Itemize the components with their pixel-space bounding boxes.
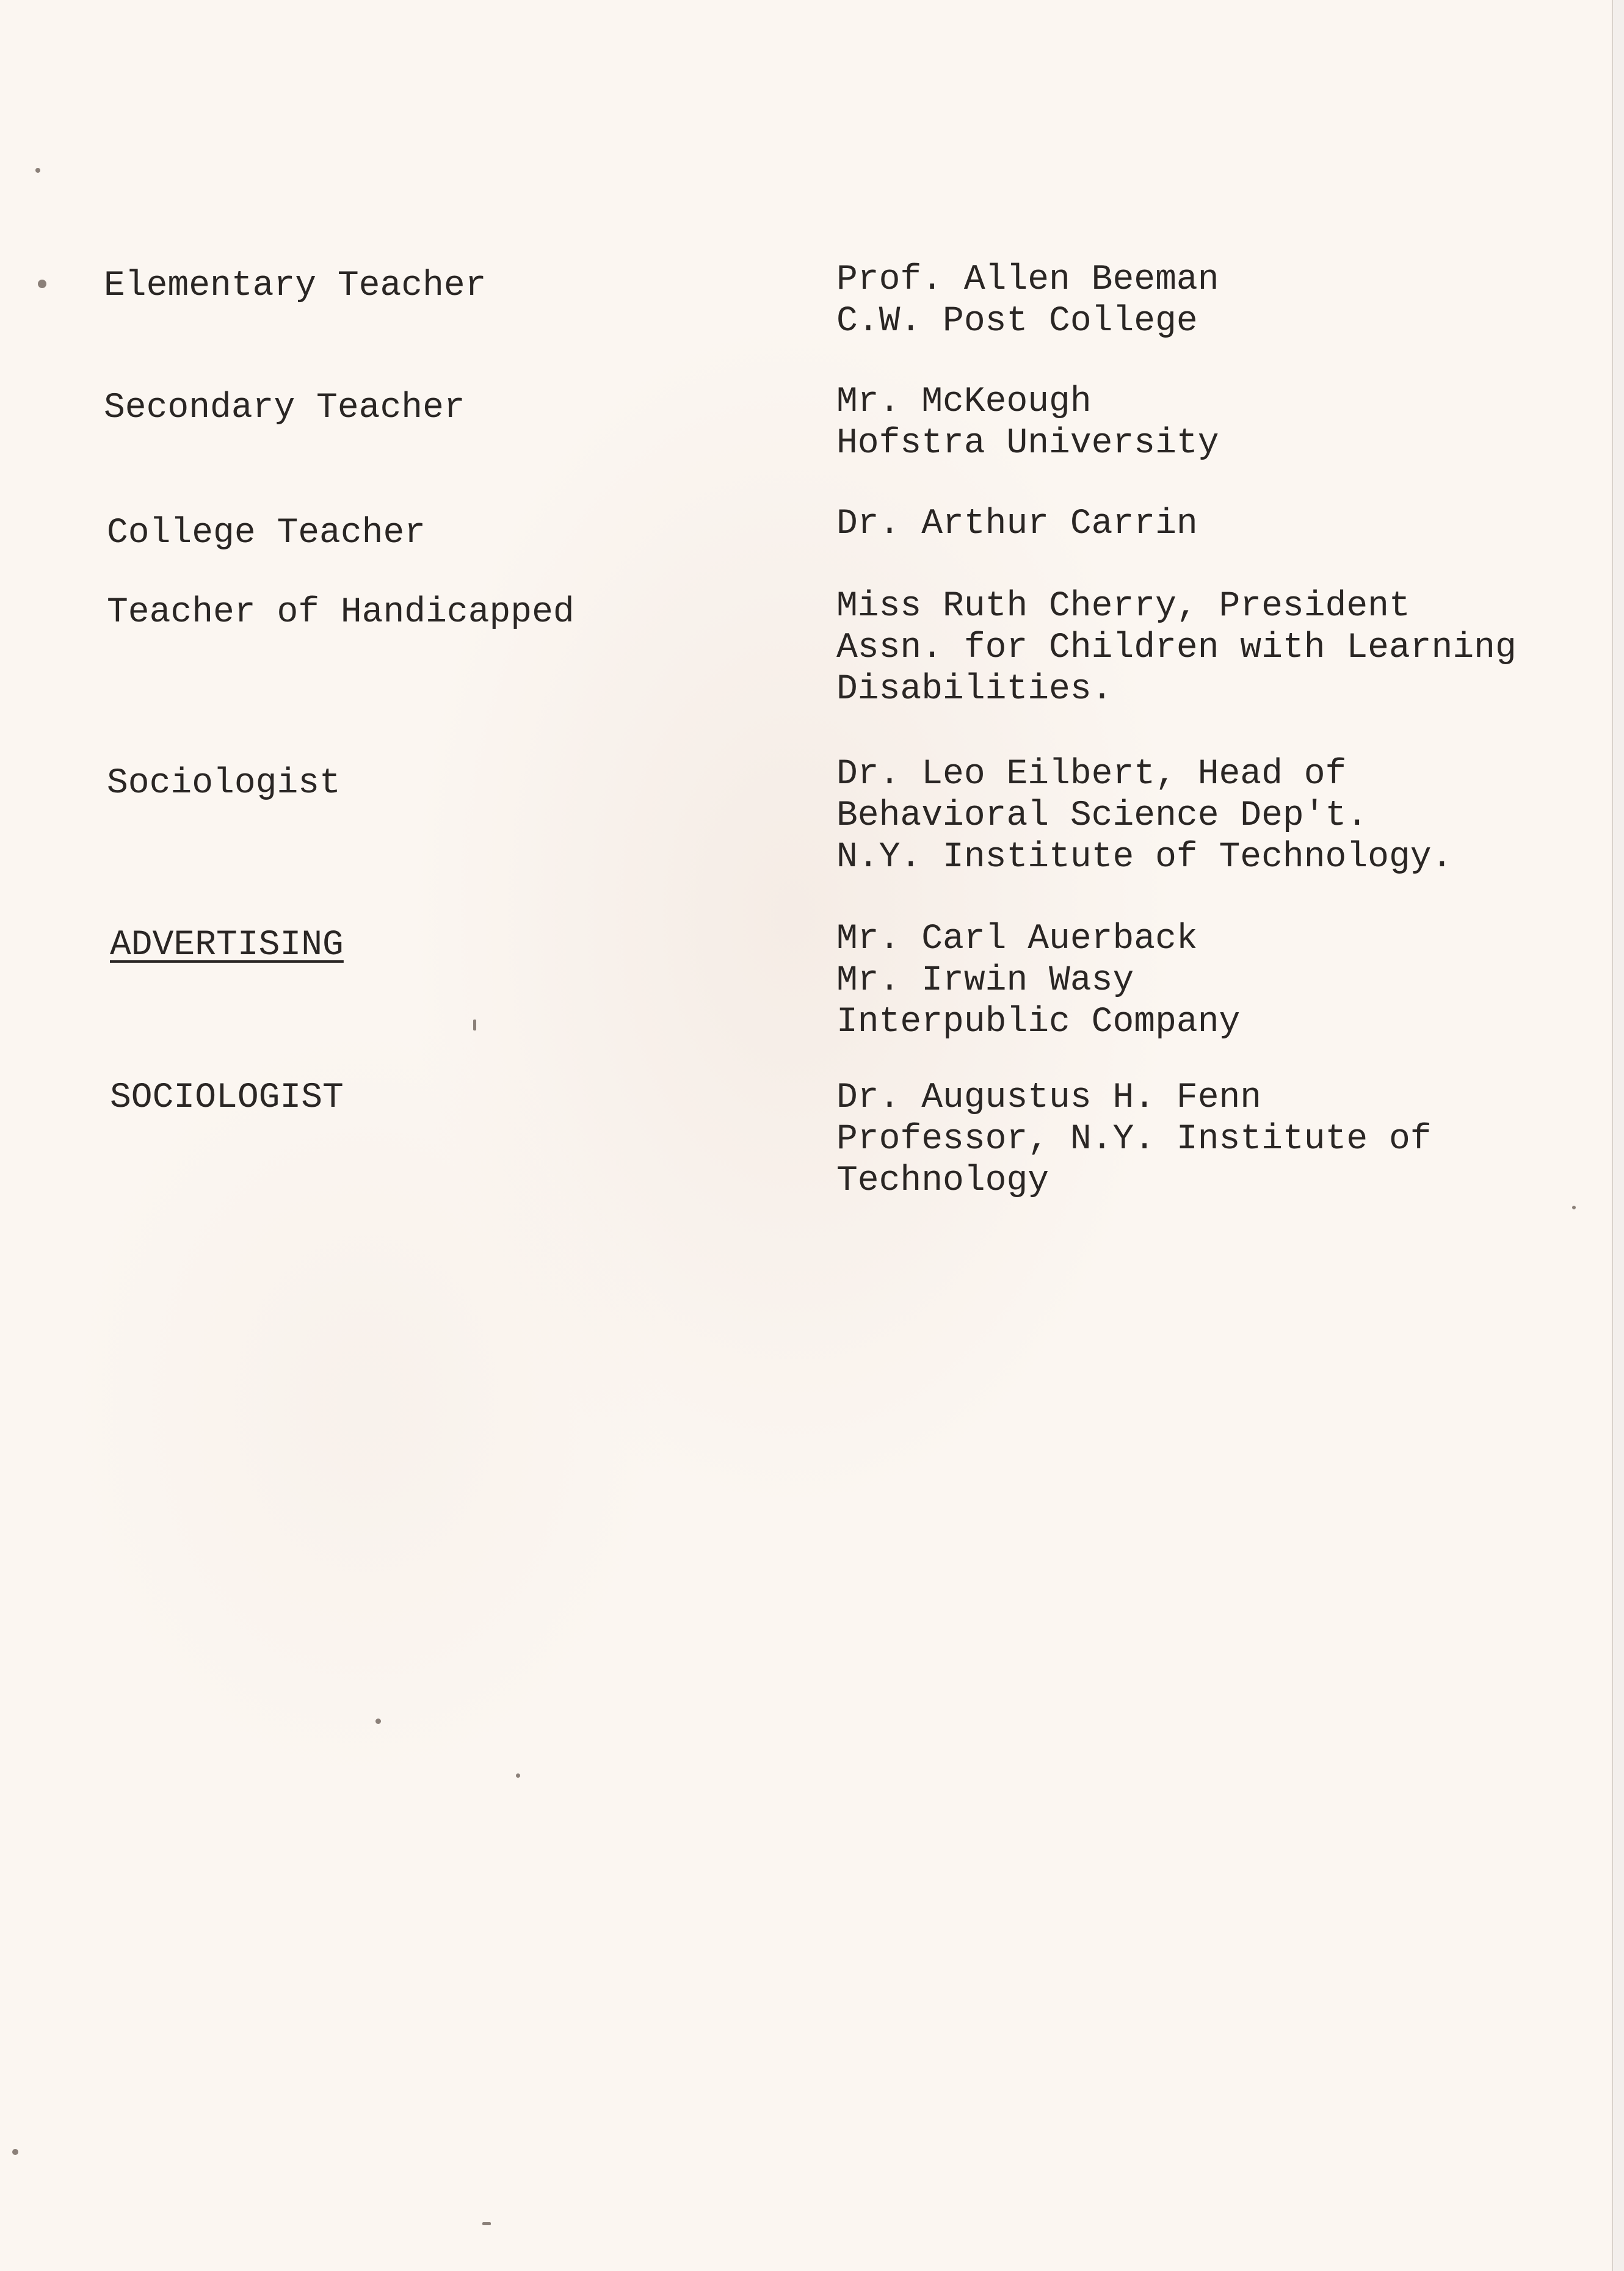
contact-line: Hofstra University <box>836 424 1219 463</box>
contact-block <box>836 259 1612 342</box>
contact-block <box>836 919 1612 1043</box>
role-label: ADVERTISING <box>110 925 344 965</box>
paper-speck <box>35 168 40 173</box>
role-label: SOCIOLOGIST <box>110 1078 344 1118</box>
paper-speck <box>375 1719 381 1724</box>
contact-line: Professor, N.Y. Institute of <box>836 1120 1432 1159</box>
paper-speck <box>38 280 46 288</box>
contact-block <box>836 586 1612 711</box>
contact-line: Dr. Augustus H. Fenn <box>836 1078 1262 1118</box>
contact-line: Mr. Irwin Wasy <box>836 961 1134 1001</box>
paper-speck <box>516 1773 520 1778</box>
paper-speck <box>1572 1206 1576 1209</box>
contact-line: N.Y. Institute of Technology. <box>836 838 1453 877</box>
paper-speck <box>473 1020 476 1030</box>
contact-line: Prof. Allen Beeman <box>836 260 1219 300</box>
role-label: College Teacher <box>107 513 426 553</box>
role-label: Sociologist <box>107 764 341 803</box>
role-label: Teacher of Handicapped <box>107 593 575 632</box>
contact-line: Interpublic Company <box>836 1002 1241 1042</box>
contact-block <box>836 504 1612 545</box>
contact-block <box>836 1078 1612 1202</box>
contact-line: Mr. McKeough <box>836 382 1092 422</box>
role-label: Elementary Teacher <box>104 266 487 306</box>
contact-line: Disabilities. <box>836 670 1113 709</box>
contact-line: Miss Ruth Cherry, President <box>836 587 1410 626</box>
role-label: Secondary Teacher <box>104 388 465 428</box>
contact-line: Mr. Carl Auerback <box>836 919 1198 959</box>
contact-line: C.W. Post College <box>836 302 1198 341</box>
contact-line: Dr. Arthur Carrin <box>836 504 1198 544</box>
contact-line: Assn. for Children with Learning <box>836 628 1517 668</box>
paper-edge <box>1612 0 1624 2271</box>
paper-speck <box>482 2222 491 2225</box>
contact-block <box>836 754 1612 878</box>
paper-speck <box>12 2149 18 2155</box>
contact-line: Dr. Leo Eilbert, Head of <box>836 755 1347 794</box>
contact-line: Behavioral Science Dep't. <box>836 796 1368 836</box>
contact-block <box>836 382 1612 465</box>
contact-line: Technology <box>836 1161 1049 1201</box>
